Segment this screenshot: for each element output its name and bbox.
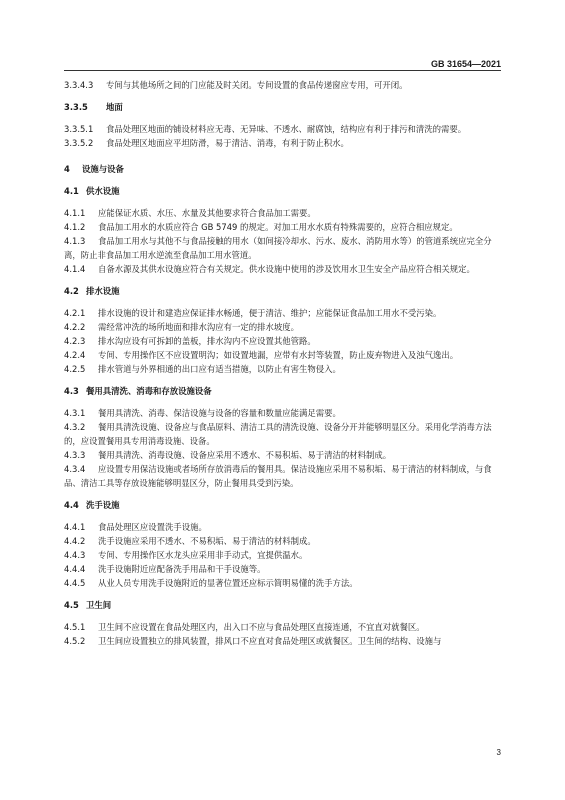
- clause-text: 洗手设施附近应配备洗手用品和干手设施等。: [98, 564, 266, 574]
- clause-4-1-2: [64, 220, 501, 234]
- clause-number: 4.1.4: [64, 264, 86, 274]
- clause-number: 4.3.4: [64, 464, 86, 474]
- heading-number: 4.4: [64, 500, 79, 510]
- heading-text: 餐用具清洗、消毒和存放设施设备: [86, 386, 212, 396]
- clause-number: 4.4.2: [64, 536, 86, 546]
- clause-number: 4.3.2: [64, 422, 86, 432]
- clause-4-1-3: [64, 234, 501, 262]
- clause-text: 洗手设施应采用不透水、不易积垢、易于清洁的材料制成。: [98, 536, 316, 546]
- clause-text: 专间、专用操作区不应设置明沟；如设置地漏，应带有水封等装置，防止废弃物进入及浊气逸出。: [98, 350, 459, 360]
- clause-number: 3.3.5.2: [64, 138, 94, 148]
- clause-3-3-5-1: [64, 122, 501, 136]
- heading-number: 4.5: [64, 600, 79, 610]
- clause-text: 食品加工用水的水质应符合 GB 5749 的规定。对加工用水水质有特殊需要的，应符合相应规定。: [98, 222, 458, 232]
- heading-text: 排水设施: [86, 286, 120, 296]
- clause-4-1-4: [64, 262, 501, 276]
- clause-number: 4.2.2: [64, 322, 86, 332]
- heading-4-2: [64, 284, 501, 298]
- clause-text: 从业人员专用洗手设施附近的显著位置还应标示简明易懂的洗手方法。: [98, 578, 358, 588]
- heading-text: 地面: [106, 102, 123, 112]
- clause-text: 卫生间不应设置在食品处理区内，出入口不应与食品处理区直接连通，不宜直对就餐区。: [98, 622, 425, 632]
- standard-code: GB 31654—2021: [430, 59, 501, 69]
- clause-number: 4.4.3: [64, 550, 86, 560]
- clause-text: 专间与其他场所之间的门应能及时关闭。专间设置的食品传递窗应专用，可开闭。: [106, 80, 408, 90]
- clause-number: 4.4.1: [64, 522, 86, 532]
- clause-3-3-4-3: [64, 78, 501, 92]
- clause-number: 4.1.1: [64, 208, 86, 218]
- clause-text: 排水设施的设计和建造应保证排水畅通，便于清洁、维护；应能保证食品加工用水不受污染。: [98, 308, 442, 318]
- clause-text: 排水管道与外界相通的出口应有适当措施，以防止有害生物侵入。: [98, 364, 341, 374]
- clause-number: 4.4.4: [64, 564, 86, 574]
- clause-4-3-4: [64, 462, 501, 490]
- heading-number: 4.1: [64, 186, 79, 196]
- clause-4-3-3: [64, 448, 501, 462]
- clause-text: 餐用具清洗、消毒设施、设备应采用不透水、不易积垢、易于清洁的材料制成。: [98, 450, 392, 460]
- heading-4-4: [64, 498, 501, 512]
- clause-number: 4.1.3: [64, 236, 86, 246]
- clause-4-4-3: [64, 548, 501, 562]
- clause-number: 3.3.5.1: [64, 124, 94, 134]
- clause-text: 食品处理区地面的铺设材料应无毒、无异味、不透水、耐腐蚀，结构应有利于排污和清洗的需要。: [106, 124, 467, 134]
- clause-4-5-1: [64, 620, 501, 634]
- clause-number: 3.3.4.3: [64, 80, 94, 90]
- clause-text: 应设置专用保洁设施或者场所存放消毒后的餐用具。保洁设施应采用不易积垢、易于清洁的材料制成，与食品、清洁工具等存放设施能够明显区分，防止餐用具受到污染。: [64, 464, 492, 488]
- clause-text: 专间、专用操作区水龙头应采用非手动式，宜提供温水。: [98, 550, 308, 560]
- clause-number: 4.5.1: [64, 622, 86, 632]
- clause-4-2-2: [64, 320, 501, 334]
- clause-text: 应能保证水质、水压、水量及其他要求符合食品加工需要。: [98, 208, 316, 218]
- heading-3-3-5: [64, 100, 501, 114]
- clause-text: 自备水源及其供水设施应符合有关规定。供水设施中使用的涉及饮用水卫生安全产品应符合相关规定。: [98, 264, 475, 274]
- heading-4-3: [64, 384, 501, 398]
- heading-number: 4.2: [64, 286, 79, 296]
- clause-text: 餐用具清洗、消毒、保洁设施与设备的容量和数量应能满足需要。: [98, 408, 341, 418]
- clause-4-4-2: [64, 534, 501, 548]
- clause-4-2-1: [64, 306, 501, 320]
- clause-4-4-1: [64, 520, 501, 534]
- clause-text: 食品处理区地面应平坦防滑，易于清洁、消毒，有利于防止积水。: [106, 138, 349, 148]
- clause-number: 4.3.3: [64, 450, 86, 460]
- clause-number: 4.3.1: [64, 408, 86, 418]
- heading-4-1: [64, 184, 501, 198]
- document-body: [64, 78, 501, 648]
- heading-4-5: [64, 598, 501, 612]
- heading-text: 设施与设备: [82, 164, 124, 174]
- heading-number: 4: [64, 164, 70, 174]
- heading-text: 卫生间: [86, 600, 112, 610]
- clause-text: 需经常冲洗的场所地面和排水沟应有一定的排水坡度。: [98, 322, 299, 332]
- clause-number: 4.4.5: [64, 578, 86, 588]
- clause-4-2-4: [64, 348, 501, 362]
- page-number: 3: [496, 748, 501, 757]
- clause-4-3-2: [64, 420, 501, 448]
- clause-text: 卫生间应设置独立的排风装置，排风口不应直对食品处理区或就餐区。卫生间的结构、设施与: [98, 636, 442, 646]
- clause-number: 4.2.4: [64, 350, 86, 360]
- clause-4-1-1: [64, 206, 501, 220]
- clause-4-2-3: [64, 334, 501, 348]
- clause-number: 4.2.1: [64, 308, 86, 318]
- clause-4-4-5: [64, 576, 501, 590]
- clause-4-5-2: [64, 634, 501, 648]
- clause-4-3-1: [64, 406, 501, 420]
- heading-number: 3.3.5: [64, 102, 88, 112]
- clause-number: 4.1.2: [64, 222, 86, 232]
- heading-number: 4.3: [64, 386, 79, 396]
- clause-number: 4.2.5: [64, 364, 86, 374]
- heading-text: 供水设施: [86, 186, 120, 196]
- clause-4-2-5: [64, 362, 501, 376]
- clause-text: 餐用具清洗设施、设备应与食品原料、清洁工具的清洗设施、设备分开并能够明显区分。采用化学消毒方法的，应设置餐用具专用消毒设施、设备。: [64, 422, 492, 446]
- clause-text: 排水沟应设有可拆卸的盖板，排水沟内不应设置其他管路。: [98, 336, 316, 346]
- clause-text: 食品处理区应设置洗手设施。: [98, 522, 207, 532]
- clause-number: 4.2.3: [64, 336, 86, 346]
- clause-number: 4.5.2: [64, 636, 86, 646]
- heading-4: [64, 162, 501, 176]
- clause-4-4-4: [64, 562, 501, 576]
- clause-3-3-5-2: [64, 136, 501, 150]
- clause-text: 食品加工用水与其他不与食品接触的用水（如间接冷却水、污水、废水、消防用水等）的管道系统应完全分离，防止非食品加工用水逆流至食品加工用水管道。: [64, 236, 492, 260]
- header-rule: [64, 70, 501, 71]
- heading-text: 洗手设施: [86, 500, 120, 510]
